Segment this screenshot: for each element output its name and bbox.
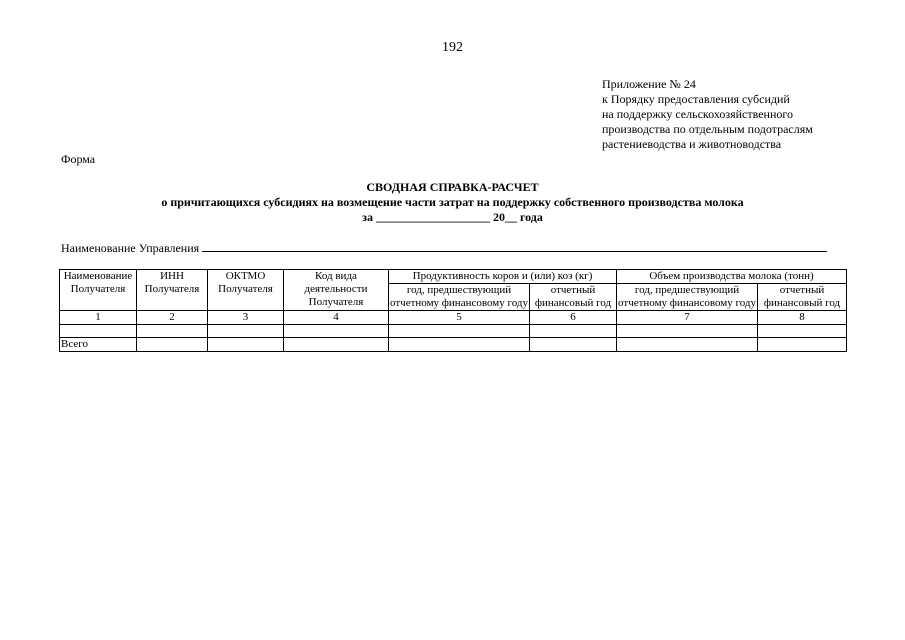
table-cell[interactable] [60, 325, 137, 338]
document-subtitle: о причитающихся субсидиях на возмещение части затрат на поддержку собственного производства молока [161, 195, 744, 209]
column-number: 1 [60, 311, 137, 325]
department-input-line[interactable] [202, 240, 827, 252]
table-cell[interactable] [284, 325, 389, 338]
subheader-report-year: отчетный финансовый год [758, 284, 847, 311]
appendix-line: к Порядку предоставления субсидий [602, 92, 790, 106]
appendix-line: растениеводства и животноводства [602, 137, 782, 151]
column-number: 4 [284, 311, 389, 325]
subheader-report-year: отчетный финансовый год [530, 284, 617, 311]
appendix-line: на поддержку сельскохозяйственного [602, 107, 794, 121]
total-cell[interactable] [389, 338, 530, 352]
total-cell[interactable] [530, 338, 617, 352]
table-cell[interactable] [389, 325, 530, 338]
subheader-prev-year: год, предшествующий отчетному финансовому году [618, 284, 756, 309]
column-number: 5 [389, 311, 530, 325]
table-cell[interactable] [208, 325, 284, 338]
table-cell[interactable] [758, 325, 847, 338]
total-cell[interactable] [137, 338, 208, 352]
header-productivity: Продуктивность коров и (или) коз (кг) [389, 270, 617, 284]
total-label: Всего [60, 338, 137, 352]
appendix-line: производства по отдельным подотраслям [602, 122, 813, 136]
document-title: СВОДНАЯ СПРАВКА-РАСЧЕТ [366, 180, 539, 194]
header-inn: ИНН Получателя [137, 270, 208, 311]
header-oktmo: ОКТМО Получателя [208, 270, 284, 311]
total-cell[interactable] [758, 338, 847, 352]
column-number-row [60, 311, 847, 325]
form-label: Форма [61, 152, 96, 166]
column-number: 3 [208, 311, 284, 325]
table-cell[interactable] [530, 325, 617, 338]
appendix-note [602, 77, 897, 152]
total-cell[interactable] [284, 338, 389, 352]
subheader-prev-year: год, предшествующий отчетному финансовому году [390, 284, 528, 309]
department-label: Наименование Управления [61, 241, 200, 255]
calculation-table [59, 269, 847, 352]
department-line [61, 240, 827, 256]
header-milk-volume: Объем производства молока (тонн) [617, 270, 847, 284]
table-row [60, 325, 847, 338]
page-number: 192 [442, 40, 463, 55]
column-number: 6 [530, 311, 617, 325]
header-activity-code: Код вида деятельности Получателя [284, 270, 389, 311]
total-cell[interactable] [208, 338, 284, 352]
header-recipient-name: Наименование Получателя [60, 270, 137, 311]
total-row [60, 338, 847, 352]
table-cell[interactable] [617, 325, 758, 338]
total-cell[interactable] [617, 338, 758, 352]
document-period: за ___________________ 20__ года [362, 210, 543, 224]
table-header-row [60, 270, 847, 284]
table-cell[interactable] [137, 325, 208, 338]
document-heading [0, 180, 905, 225]
column-number: 2 [137, 311, 208, 325]
column-number: 7 [617, 311, 758, 325]
appendix-line: Приложение № 24 [602, 77, 696, 91]
column-number: 8 [758, 311, 847, 325]
